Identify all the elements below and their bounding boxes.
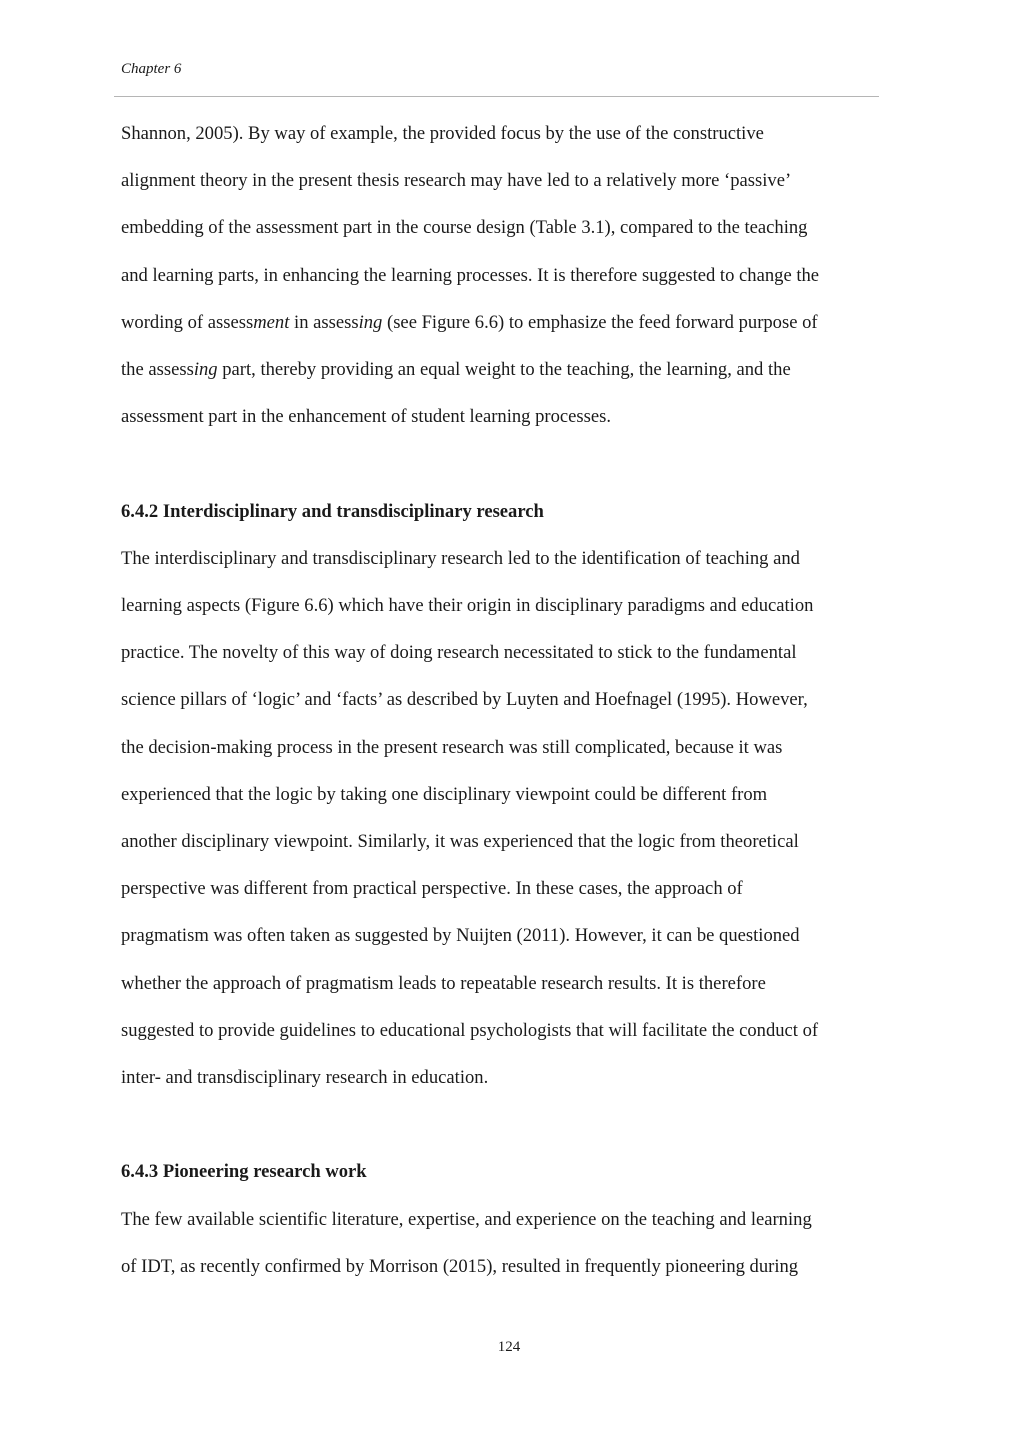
text-line: experienced that the logic by taking one disciplinary viewpoint could be different from xyxy=(121,783,768,805)
text-line: and learning parts, in enhancing the learning processes. It is therefore suggested to change the xyxy=(121,264,820,286)
text-line: alignment theory in the present thesis research may have led to a relatively more ‘passive’ xyxy=(121,170,792,192)
running-header: Chapter 6 xyxy=(121,61,182,77)
text-line: science pillars of ‘logic’ and ‘facts’ as described by Luyten and Hoefnagel (1995). However, xyxy=(121,689,808,711)
text-line: inter- and transdisciplinary research in education. xyxy=(121,1067,489,1089)
header-divider xyxy=(114,96,879,97)
section-heading-6-4-3: 6.4.3 Pioneering research work xyxy=(121,1161,367,1183)
text-line: of IDT, as recently confirmed by Morrison (2015), resulted in frequently pioneering during xyxy=(121,1255,799,1277)
text-line: wording of assessment in assessing (see Figure 6.6) to emphasize the feed forward purpose of xyxy=(121,311,818,333)
text-line: embedding of the assessment part in the course design (Table 3.1), compared to the teaching xyxy=(121,217,808,239)
italic-suffix: ment xyxy=(253,311,290,333)
text-line: The interdisciplinary and transdisciplinary research led to the identification of teaching and xyxy=(121,547,800,569)
text-line: pragmatism was often taken as suggested by Nuijten (2011). However, it can be questioned xyxy=(121,925,800,947)
section-heading-6-4-2: 6.4.2 Interdisciplinary and transdisciplinary research xyxy=(121,500,544,522)
text-line: the decision-making process in the present research was still complicated, because it was xyxy=(121,736,783,758)
text-line: learning aspects (Figure 6.6) which have their origin in disciplinary paradigms and education xyxy=(121,595,814,617)
text-line: the assessing part, thereby providing an equal weight to the teaching, the learning, and the xyxy=(121,359,791,381)
text-line: whether the approach of pragmatism leads to repeatable research results. It is therefore xyxy=(121,972,766,994)
text-line: perspective was different from practical perspective. In these cases, the approach of xyxy=(121,878,743,900)
paragraph-continuation xyxy=(121,110,906,440)
text-line: The few available scientific literature, expertise, and experience on the teaching and learning xyxy=(121,1208,812,1230)
text-line: suggested to provide guidelines to educational psychologists that will facilitate the conduct of xyxy=(121,1019,819,1041)
text-line: assessment part in the enhancement of student learning processes. xyxy=(121,406,612,428)
text-line: practice. The novelty of this way of doing research necessitated to stick to the fundamental xyxy=(121,642,797,664)
page-number: 124 xyxy=(497,1339,521,1355)
text-line: Shannon, 2005). By way of example, the provided focus by the use of the constructive xyxy=(121,123,764,144)
section-6-4-3-paragraph xyxy=(121,1196,906,1290)
section-6-4-2-paragraph xyxy=(121,535,906,1101)
italic-suffix: ing xyxy=(358,311,383,333)
text-line: another disciplinary viewpoint. Similarly, it was experienced that the logic from theoretical xyxy=(121,831,799,853)
italic-suffix: ing xyxy=(193,359,218,381)
page-body xyxy=(121,110,906,1290)
